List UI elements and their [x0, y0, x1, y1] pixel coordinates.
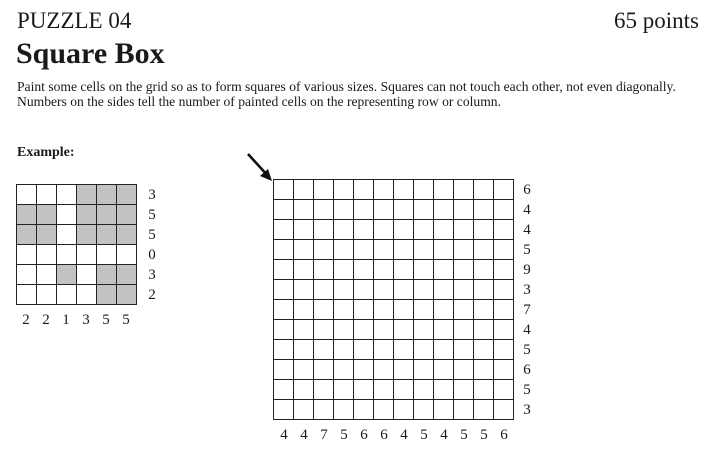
- puzzle-cell[interactable]: [314, 340, 334, 360]
- col-clue: 4: [440, 427, 448, 443]
- puzzle-cell[interactable]: [274, 220, 294, 240]
- puzzle-cell[interactable]: [454, 220, 474, 240]
- puzzle-cell[interactable]: [314, 200, 334, 220]
- puzzle-cell[interactable]: [454, 200, 474, 220]
- row-clue: 5: [523, 242, 531, 258]
- example-cell: [97, 225, 117, 245]
- puzzle-cell[interactable]: [274, 360, 294, 380]
- row-clue: 7: [523, 302, 531, 318]
- puzzle-cell[interactable]: [374, 220, 394, 240]
- puzzle-cell[interactable]: [314, 240, 334, 260]
- example-cell: [17, 265, 37, 285]
- puzzle-cell[interactable]: [394, 360, 414, 380]
- puzzle-number: PUZZLE 04: [17, 8, 132, 33]
- example-cell: [97, 185, 117, 205]
- puzzle-cell[interactable]: [434, 260, 454, 280]
- arrow-icon: [246, 152, 274, 182]
- row-clue: 0: [148, 247, 156, 263]
- example-cell: [57, 245, 77, 265]
- example-cell: [77, 225, 97, 245]
- puzzle-title: Square Box: [16, 37, 165, 70]
- puzzle-cell[interactable]: [294, 240, 314, 260]
- puzzle-cell[interactable]: [414, 200, 434, 220]
- col-clue: 4: [400, 427, 408, 443]
- example-cell: [77, 245, 97, 265]
- puzzle-cell[interactable]: [474, 240, 494, 260]
- puzzle-cell[interactable]: [434, 240, 454, 260]
- puzzle-cell[interactable]: [334, 280, 354, 300]
- puzzle-cell[interactable]: [394, 280, 414, 300]
- example-cell: [77, 205, 97, 225]
- puzzle-cell[interactable]: [494, 340, 514, 360]
- puzzle-cell[interactable]: [454, 360, 474, 380]
- col-clue: 5: [122, 312, 130, 328]
- example-cell: [57, 265, 77, 285]
- puzzle-cell[interactable]: [274, 260, 294, 280]
- puzzle-cell[interactable]: [434, 380, 454, 400]
- puzzle-cell[interactable]: [494, 180, 514, 200]
- puzzle-cell[interactable]: [334, 180, 354, 200]
- puzzle-cell[interactable]: [314, 320, 334, 340]
- puzzle-cell[interactable]: [354, 280, 374, 300]
- puzzle-cell[interactable]: [434, 280, 454, 300]
- puzzle-cell[interactable]: [414, 320, 434, 340]
- puzzle-cell[interactable]: [274, 400, 294, 420]
- puzzle-cell[interactable]: [374, 360, 394, 380]
- col-clue: 4: [300, 427, 308, 443]
- puzzle-cell[interactable]: [414, 180, 434, 200]
- puzzle-cell[interactable]: [394, 400, 414, 420]
- puzzle-cell[interactable]: [374, 180, 394, 200]
- puzzle-cell[interactable]: [394, 260, 414, 280]
- puzzle-cell[interactable]: [474, 300, 494, 320]
- col-clue: 2: [22, 312, 30, 328]
- example-cell: [17, 205, 37, 225]
- puzzle-cell[interactable]: [394, 300, 414, 320]
- puzzle-cell[interactable]: [374, 320, 394, 340]
- puzzle-cell[interactable]: [294, 340, 314, 360]
- col-clue: 7: [320, 427, 328, 443]
- puzzle-cell[interactable]: [354, 340, 374, 360]
- puzzle-cell[interactable]: [474, 180, 494, 200]
- puzzle-cell[interactable]: [494, 300, 514, 320]
- points-value: 65 points: [614, 8, 699, 33]
- puzzle-cell[interactable]: [294, 260, 314, 280]
- example-cell: [97, 265, 117, 285]
- puzzle-cell[interactable]: [374, 380, 394, 400]
- puzzle-cell[interactable]: [314, 280, 334, 300]
- puzzle-cell[interactable]: [494, 260, 514, 280]
- puzzle-cell[interactable]: [454, 260, 474, 280]
- puzzle-cell[interactable]: [434, 340, 454, 360]
- example-cell: [117, 285, 137, 305]
- puzzle-cell[interactable]: [434, 220, 454, 240]
- row-clue: 3: [523, 402, 531, 418]
- col-clue: 2: [42, 312, 50, 328]
- puzzle-cell[interactable]: [294, 180, 314, 200]
- puzzle-cell[interactable]: [494, 400, 514, 420]
- col-clue: 1: [62, 312, 70, 328]
- puzzle-cell[interactable]: [434, 320, 454, 340]
- puzzle-cell[interactable]: [294, 380, 314, 400]
- row-clue: 5: [148, 227, 156, 243]
- puzzle-cell[interactable]: [334, 240, 354, 260]
- puzzle-cell[interactable]: [314, 360, 334, 380]
- puzzle-cell[interactable]: [374, 260, 394, 280]
- row-clue: 6: [523, 182, 531, 198]
- puzzle-cell[interactable]: [494, 200, 514, 220]
- example-label: Example:: [17, 145, 75, 160]
- row-clue: 3: [148, 187, 156, 203]
- puzzle-cell[interactable]: [474, 340, 494, 360]
- puzzle-cell[interactable]: [394, 220, 414, 240]
- puzzle-cell[interactable]: [474, 280, 494, 300]
- puzzle-cell[interactable]: [454, 380, 474, 400]
- puzzle-cell[interactable]: [454, 180, 474, 200]
- puzzle-cell[interactable]: [434, 200, 454, 220]
- example-cell: [77, 285, 97, 305]
- puzzle-cell[interactable]: [454, 300, 474, 320]
- example-cell: [37, 185, 57, 205]
- puzzle-cell[interactable]: [414, 260, 434, 280]
- example-cell: [37, 285, 57, 305]
- puzzle-cell[interactable]: [274, 180, 294, 200]
- puzzle-cell[interactable]: [314, 260, 334, 280]
- example-cell: [117, 205, 137, 225]
- row-clue: 5: [523, 382, 531, 398]
- row-clue: 6: [523, 362, 531, 378]
- puzzle-cell[interactable]: [494, 360, 514, 380]
- puzzle-cell[interactable]: [394, 240, 414, 260]
- puzzle-cell[interactable]: [494, 220, 514, 240]
- example-cell: [117, 265, 137, 285]
- puzzle-cell[interactable]: [294, 280, 314, 300]
- puzzle-grid[interactable]: [273, 179, 514, 420]
- puzzle-cell[interactable]: [434, 400, 454, 420]
- puzzle-cell[interactable]: [374, 280, 394, 300]
- example-cell: [117, 225, 137, 245]
- col-clue: 3: [82, 312, 90, 328]
- puzzle-cell[interactable]: [454, 320, 474, 340]
- puzzle-cell[interactable]: [294, 400, 314, 420]
- col-clue: 5: [340, 427, 348, 443]
- puzzle-cell[interactable]: [354, 260, 374, 280]
- puzzle-cell[interactable]: [494, 280, 514, 300]
- puzzle-cell[interactable]: [354, 360, 374, 380]
- puzzle-cell[interactable]: [354, 380, 374, 400]
- example-cell: [57, 205, 77, 225]
- puzzle-cell[interactable]: [294, 220, 314, 240]
- puzzle-cell[interactable]: [454, 240, 474, 260]
- example-cell: [17, 185, 37, 205]
- puzzle-cell[interactable]: [414, 300, 434, 320]
- puzzle-cell[interactable]: [274, 300, 294, 320]
- puzzle-cell[interactable]: [394, 320, 414, 340]
- puzzle-cell[interactable]: [494, 380, 514, 400]
- example-cell: [17, 285, 37, 305]
- col-clue: 5: [102, 312, 110, 328]
- puzzle-cell[interactable]: [414, 400, 434, 420]
- puzzle-cell[interactable]: [474, 200, 494, 220]
- puzzle-cell[interactable]: [334, 300, 354, 320]
- example-cell: [37, 225, 57, 245]
- row-clue: 5: [148, 207, 156, 223]
- puzzle-cell[interactable]: [314, 300, 334, 320]
- puzzle-cell[interactable]: [274, 200, 294, 220]
- row-clue: 9: [523, 262, 531, 278]
- puzzle-cell[interactable]: [454, 340, 474, 360]
- puzzle-cell[interactable]: [414, 360, 434, 380]
- row-clue: 4: [523, 202, 531, 218]
- puzzle-cell[interactable]: [354, 180, 374, 200]
- puzzle-cell[interactable]: [454, 400, 474, 420]
- puzzle-cell[interactable]: [494, 240, 514, 260]
- row-clue: 3: [148, 267, 156, 283]
- example-cell: [17, 225, 37, 245]
- puzzle-cell[interactable]: [334, 380, 354, 400]
- puzzle-cell[interactable]: [474, 320, 494, 340]
- example-cell: [37, 245, 57, 265]
- puzzle-cell[interactable]: [414, 240, 434, 260]
- puzzle-cell[interactable]: [334, 320, 354, 340]
- col-clue: 6: [500, 427, 508, 443]
- puzzle-cell[interactable]: [354, 240, 374, 260]
- puzzle-cell[interactable]: [374, 400, 394, 420]
- puzzle-cell[interactable]: [334, 340, 354, 360]
- example-cell: [77, 185, 97, 205]
- example-cell: [97, 285, 117, 305]
- puzzle-cell[interactable]: [274, 380, 294, 400]
- puzzle-cell[interactable]: [454, 280, 474, 300]
- puzzle-cell[interactable]: [394, 180, 414, 200]
- puzzle-cell[interactable]: [494, 320, 514, 340]
- puzzle-cell[interactable]: [374, 340, 394, 360]
- example-cell: [97, 245, 117, 265]
- puzzle-cell[interactable]: [334, 360, 354, 380]
- puzzle-cell[interactable]: [374, 240, 394, 260]
- example-cell: [57, 225, 77, 245]
- puzzle-cell[interactable]: [354, 220, 374, 240]
- example-cell: [77, 265, 97, 285]
- row-clue: 4: [523, 322, 531, 338]
- puzzle-cell[interactable]: [334, 400, 354, 420]
- puzzle-cell[interactable]: [414, 340, 434, 360]
- puzzle-cell[interactable]: [374, 200, 394, 220]
- puzzle-cell[interactable]: [394, 200, 414, 220]
- puzzle-cell[interactable]: [294, 360, 314, 380]
- col-clue: 6: [380, 427, 388, 443]
- example-cell: [37, 265, 57, 285]
- puzzle-rules: Paint some cells on the grid so as to form squares of various sizes. Squares can not touch each other, not even diagonally. Numbers on the sides tell the number of painted cells on the representing row or column.: [17, 79, 676, 109]
- puzzle-cell[interactable]: [274, 240, 294, 260]
- example-cell: [37, 205, 57, 225]
- example-cell: [17, 245, 37, 265]
- example-cell: [57, 185, 77, 205]
- puzzle-cell[interactable]: [414, 280, 434, 300]
- puzzle-cell[interactable]: [294, 300, 314, 320]
- row-clue: 4: [523, 222, 531, 238]
- puzzle-cell[interactable]: [314, 220, 334, 240]
- puzzle-cell[interactable]: [274, 280, 294, 300]
- example-grid: [16, 184, 137, 305]
- col-clue: 5: [480, 427, 488, 443]
- puzzle-cell[interactable]: [414, 380, 434, 400]
- puzzle-cell[interactable]: [354, 320, 374, 340]
- puzzle-cell[interactable]: [354, 300, 374, 320]
- col-clue: 4: [280, 427, 288, 443]
- row-clue: 3: [523, 282, 531, 298]
- puzzle-cell[interactable]: [354, 400, 374, 420]
- puzzle-cell[interactable]: [314, 180, 334, 200]
- example-cell: [97, 205, 117, 225]
- puzzle-cell[interactable]: [274, 340, 294, 360]
- puzzle-cell[interactable]: [474, 260, 494, 280]
- puzzle-cell[interactable]: [334, 220, 354, 240]
- puzzle-cell[interactable]: [314, 400, 334, 420]
- puzzle-cell[interactable]: [394, 340, 414, 360]
- puzzle-cell[interactable]: [374, 300, 394, 320]
- puzzle-cell[interactable]: [414, 220, 434, 240]
- example-cell: [117, 185, 137, 205]
- puzzle-cell[interactable]: [434, 300, 454, 320]
- row-clue: 2: [148, 287, 156, 303]
- puzzle-cell[interactable]: [394, 380, 414, 400]
- puzzle-cell[interactable]: [334, 260, 354, 280]
- example-cell: [57, 285, 77, 305]
- puzzle-cell[interactable]: [474, 380, 494, 400]
- puzzle-cell[interactable]: [434, 360, 454, 380]
- example-cell: [117, 245, 137, 265]
- puzzle-cell[interactable]: [314, 380, 334, 400]
- puzzle-cell[interactable]: [354, 200, 374, 220]
- col-clue: 5: [420, 427, 428, 443]
- row-clue: 5: [523, 342, 531, 358]
- puzzle-cell[interactable]: [294, 200, 314, 220]
- puzzle-cell[interactable]: [294, 320, 314, 340]
- col-clue: 6: [360, 427, 368, 443]
- puzzle-cell[interactable]: [334, 200, 354, 220]
- puzzle-cell[interactable]: [474, 360, 494, 380]
- puzzle-cell[interactable]: [474, 400, 494, 420]
- col-clue: 5: [460, 427, 468, 443]
- puzzle-cell[interactable]: [274, 320, 294, 340]
- puzzle-cell[interactable]: [434, 180, 454, 200]
- puzzle-cell[interactable]: [474, 220, 494, 240]
